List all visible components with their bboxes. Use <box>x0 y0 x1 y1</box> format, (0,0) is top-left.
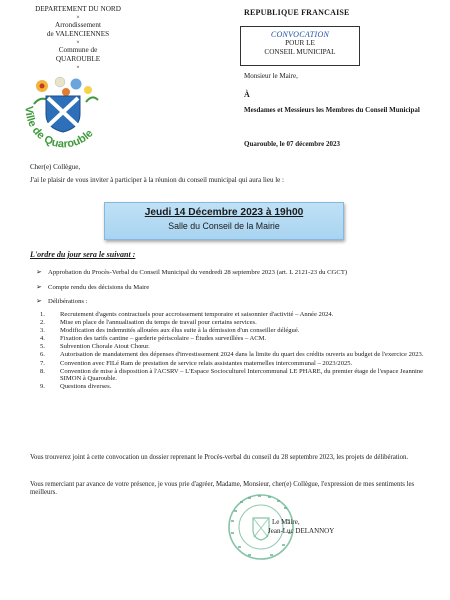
place-date: Quarouble, le 07 décembre 2023 <box>244 140 340 148</box>
svg-text:Ville de Quarouble: Ville de Quarouble <box>22 105 96 151</box>
separator: × <box>76 39 80 46</box>
signature-name: Jean-Luc DELANNOY <box>268 526 335 535</box>
item-text: Convention avec FILé Ram de prestation de service relais assistantes maternelles intercommunal – 2023/2025. <box>60 359 353 367</box>
item-number: 4. <box>40 335 45 343</box>
list-item <box>40 360 440 368</box>
arrow-bullet-icon: ➢ <box>36 297 42 305</box>
list-item <box>40 335 440 343</box>
item-text: Subvention Chorale Atout Chœur. <box>60 343 150 351</box>
item-text: Modification des indemnités allouées aux élus suite à la démission d'un conseiller délégué. <box>60 327 300 335</box>
intro-text: J'ai le plaisir de vous inviter à participer à la réunion du conseil municipal qui aura lieu le : <box>30 176 284 184</box>
item-number: 2. <box>40 319 45 327</box>
agenda-item <box>36 297 436 306</box>
left-header <box>8 5 148 71</box>
list-item <box>40 311 440 319</box>
item-text: Mise en place de l'annualisation du temps de travail pour certains services. <box>60 319 257 327</box>
closing-paragraph-attachments: Vous trouverez joint à cette convocation un dossier reprenant le Procès-verbal du conseil du 28 septembre 2023, les projets de délibération. <box>30 454 409 461</box>
closing-paragraph-salutation: Vous remerciant par avance de votre présence, je vous prie d'agréer, Madame, Monsieur, cher(e) Collègue, l'expression de mes sentiments les meilleurs. <box>30 481 415 496</box>
list-item <box>40 319 440 327</box>
list-item <box>40 343 440 351</box>
separator: × <box>76 14 80 21</box>
signature-title: Le Maire, <box>272 518 300 526</box>
agenda-item-text: Compte rendu des décisions du Maire <box>48 284 150 291</box>
to-label: À <box>244 90 250 99</box>
commune-name: QUAROUBLE <box>55 55 101 64</box>
deliberations-list <box>40 311 440 391</box>
convocation-box <box>240 26 360 66</box>
greeting: Cher(e) Collègue, <box>30 163 81 171</box>
item-number: 5. <box>40 343 45 351</box>
item-text: Convention de mise à disposition à l'ACSRV – L'Espace Socioculturel Intercommunal LE PHARE, du premier étage de l'espace Jeannine SIMON à Quarouble. <box>60 367 424 383</box>
departement: DEPARTEMENT DU NORD <box>35 5 121 13</box>
item-number: 1. <box>40 311 45 318</box>
list-item <box>40 351 440 359</box>
item-text: Autorisation de mandatement des dépenses d'investissement 2024 dans la limite du quart des crédits ouverts au budget de l'exercice 2023. <box>60 351 424 359</box>
meeting-place: Salle du Conseil de la Mairie <box>168 221 280 231</box>
arrondissement-label: Arrondissement <box>55 20 101 29</box>
signature-block <box>268 518 334 535</box>
item-number: 7. <box>40 359 45 367</box>
agenda-title: L'ordre du jour sera le suivant : <box>30 250 136 259</box>
commune-label: Commune de <box>58 45 98 54</box>
agenda-item <box>36 268 436 277</box>
item-text: Fixation des tarifs cantine – garderie périscolaire – Études surveillées – ACM. <box>60 335 267 343</box>
convocation-title: CONVOCATION <box>270 30 330 39</box>
item-number: 9. <box>40 383 45 391</box>
agenda-item <box>36 283 436 292</box>
republique-francaise: REPUBLIQUE FRANCAISE <box>244 8 350 17</box>
list-item <box>40 368 440 383</box>
arrondissement-name: de VALENCIENNES <box>46 30 110 39</box>
meeting-banner <box>104 202 344 240</box>
sender: Monsieur le Maire, <box>244 72 298 80</box>
convocation-line3: CONSEIL MUNICIPAL <box>264 48 336 56</box>
convocation-line2: POUR LE <box>285 39 315 47</box>
town-crest-logo <box>14 74 114 152</box>
agenda-item-text: Approbation du Procès-Verbal du Conseil Municipal du vendredi 28 septembre 2023 (art. L 2121-23 du CGCT) <box>48 269 348 276</box>
agenda-item-text: Délibérations : <box>48 298 88 305</box>
recipients: Mesdames et Messieurs les Membres du Conseil Municipal <box>244 106 420 114</box>
meeting-date: Jeudi 14 Décembre 2023 à 19h00 <box>144 207 304 218</box>
arrow-bullet-icon: ➢ <box>36 283 42 291</box>
list-item <box>40 383 440 391</box>
separator: × <box>76 64 80 71</box>
arrow-bullet-icon: ➢ <box>36 268 42 276</box>
item-text: Recrutement d'agents contractuels pour accroissement temporaire et saisonnier d'activité – Année 2024. <box>60 311 334 318</box>
item-text: Questions diverses. <box>60 383 112 391</box>
list-item <box>40 327 440 335</box>
item-number: 3. <box>40 327 45 335</box>
item-number: 6. <box>40 351 45 359</box>
item-number: 8. <box>40 367 45 375</box>
